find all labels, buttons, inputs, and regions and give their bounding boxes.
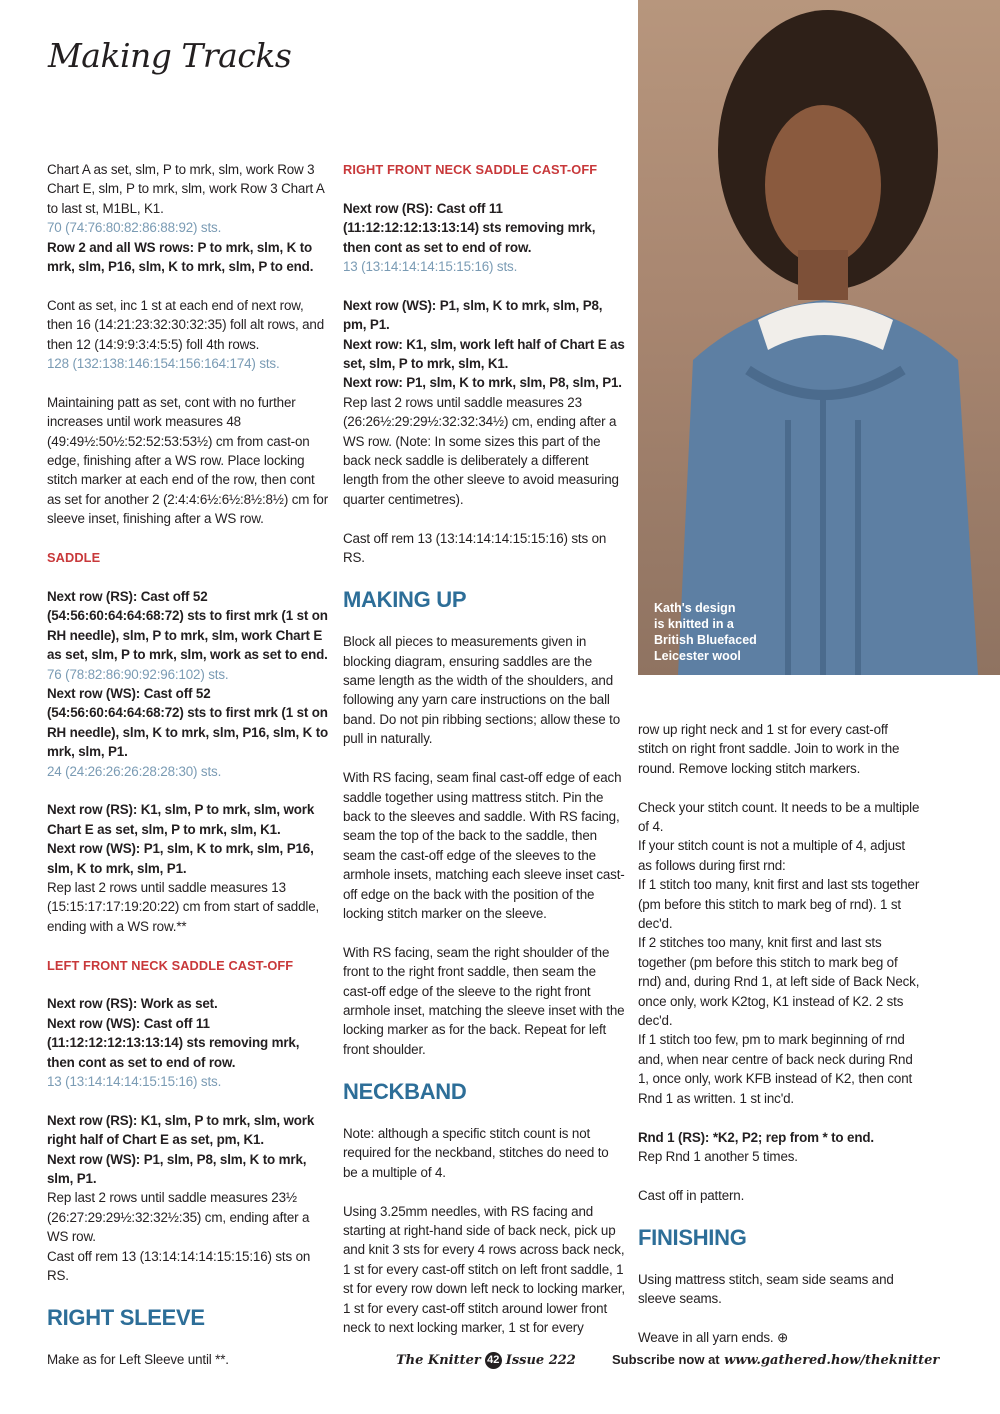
- paragraph: Using 3.25mm needles, with RS facing and starting at right-hand side of back neck, pick up and knit 3 sts for every 4 rows across back neck, 1 st for every cast-off stitch on left front saddle, 1 st for every row down left neck to locking marker, 1 st for every cast-off stitch around lower front neck to next locking marker, 1 st for every: [343, 1203, 626, 1335]
- paragraph: Note: although a specific stitch count is not required for the neckband, stitches do need to be a multiple of 4.: [343, 1125, 609, 1180]
- paragraph: row up right neck and 1 st for every cast-off stitch on right front saddle. Join to work in the round. Remove locking stitch markers.: [638, 722, 900, 776]
- paragraph: Next row (RS): Cast off 52 (54:56:60:64:64:68:72) sts to first mrk (1 st on RH needle), slm, P to mrk, slm, work Chart E as set, slm, P to mrk, slm, work as set to end. 76 (78:82:86:90:92:96:102) sts. Next row (WS): Cast off 52 (54:56:60:64:64:68:72) sts to first mrk (1 st on RH needle), slm, K to mrk, slm, P16, slm, K to mrk, slm, P1. 24 (24:26:26:26:28:28:30) sts.: [47, 588, 329, 779]
- subheading-left-front-neck: LEFT FRONT NECK SADDLE CAST-OFF: [47, 957, 294, 973]
- paragraph: Chart A as set, slm, P to mrk, slm, work Row 3 Chart E, slm, P to mrk, slm, work Row 3 Chart A to last st, M1BL, K1. 70 (74:76:80:82:86:88:92) sts. Row 2 and all WS rows: P to mrk, slm, K to mrk, slm, P16, slm, K to mrk, slm, P to end.: [47, 162, 324, 275]
- paragraph: With RS facing, seam the right shoulder of the front to the right front saddle, then seam the cast-off edge of the sleeve to the right front armhole inset, matching the sleeve inset with the locking marker as for the back. Repeat for left front shoulder.: [343, 944, 625, 1057]
- paragraph: Next row (RS): Work as set. Next row (WS): Cast off 11 (11:12:12:12:13:13:14) sts removing mrk, then cont as set to end of row. 13 (13:14:14:14:15:15:16) sts.: [47, 996, 300, 1089]
- paragraph: Using mattress stitch, seam side seams and sleeve seams.: [638, 1271, 894, 1307]
- paragraph: Make as for Left Sleeve until **.: [47, 1352, 229, 1368]
- paragraph: Next row (RS): Cast off 11 (11:12:12:12:13:13:14) sts removing mrk, then cont as set to end of row. 13 (13:14:14:14:15:15:16) sts.: [343, 200, 596, 275]
- paragraph: Cont as set, inc 1 st at each end of next row, then 16 (14:21:23:32:30:32:35) foll alt rows, and then 12 (14:9:9:3:4:5:5) foll 4th rows. 128 (132:138:146:154:156:164:174) sts.: [47, 297, 325, 372]
- sweater-illustration: [638, 0, 1000, 675]
- text-column-2: [343, 160, 626, 1357]
- text-column-3: [638, 720, 920, 1367]
- subheading-saddle: SADDLE: [47, 550, 101, 566]
- model-photo: [638, 0, 1000, 675]
- text-column-1: [47, 160, 329, 1389]
- heading-right-sleeve: RIGHT SLEEVE: [47, 1304, 205, 1330]
- heading-neckband: NECKBAND: [343, 1078, 467, 1104]
- photo-caption: Kath's design is knitted in a British Bluefaced Leicester wool: [654, 601, 757, 663]
- paragraph: Next row (WS): P1, slm, K to mrk, slm, P8, pm, P1. Next row: K1, slm, work left half of Chart E as set, slm, P to mrk, slm, K1. Next row: P1, slm, K to mrk, slm, P8, slm, P1. Rep last 2 rows until saddle measures 23 (26:26½:29:29½:32:32:34½) cm, ending after a WS row. (Note: In some sizes this part of the back neck saddle is deliberately a different length from the other sleeve to avoid measuring quarter centimetres).: [343, 297, 625, 507]
- paragraph: Block all pieces to measurements given in blocking diagram, ensuring saddles are the same length as the width of the shoulders, and following any yarn care instructions on the ball band. Do not pin ribbing sections; allow these to pull in naturally.: [343, 634, 621, 747]
- paragraph: Check your stitch count. It needs to be a multiple of 4. If your stitch count is not a multiple of 4, adjust as follows during first rnd: If 1 stitch too many, knit first and last sts together (pm before this stitch to mark beg of rnd). 1 st dec'd. If 2 stitches too many, knit first and last sts together (pm before this stitch to mark beg of rnd) and, during Rnd 1, at left side of Back Neck, once only, work K2tog, K1 instead of K2. 2 sts dec'd. If 1 stitch too few, pm to mark beginning of rnd and, when near centre of back neck during Rnd 1, once only, work KFB instead of K2, then cont Rnd 1 as written. 1 st inc'd.: [638, 799, 920, 1106]
- page-title: Making Tracks: [48, 36, 292, 75]
- paragraph: Cast off in pattern.: [638, 1187, 745, 1203]
- footer-magazine: The Knitter 42 Issue 222: [396, 1353, 576, 1368]
- page-number: 42: [485, 1352, 502, 1369]
- paragraph: Maintaining patt as set, cont with no further increases until work measures 48 (49:49½:50½:52:52:53:53½) cm from cast-on edge, finishing after a WS row. Place locking stitch marker at each end of the row, then cont as set for another 2 (2:4:4:6½:6½:8½:8½) cm for sleeve inset, finishing after a WS row.: [47, 394, 329, 527]
- footer-subscribe: Subscribe now at www.gathered.how/theknitter: [612, 1352, 940, 1368]
- paragraph: Weave in all yarn ends. ⊕: [638, 1330, 789, 1346]
- paragraph: With RS facing, seam final cast-off edge of each saddle together using mattress stitch. Pin the back to the sleeves and saddle. With RS facing, seam the top of the back to the saddle, then seam the cast-off edge of the sleeves to the armhole insets, matching each sleeve inset cast-off edge on the back with the position of the locking stitch marker on the sleeve.: [343, 770, 625, 921]
- paragraph: Cast off rem 13 (13:14:14:14:15:15:16) sts on RS.: [343, 530, 607, 566]
- paragraph: Rnd 1 (RS): *K2, P2; rep from * to end. Rep Rnd 1 another 5 times.: [638, 1129, 874, 1164]
- subheading-right-front-neck: RIGHT FRONT NECK SADDLE CAST-OFF: [343, 162, 598, 177]
- subscribe-link[interactable]: www.gathered.how/theknitter: [724, 1353, 940, 1368]
- paragraph: Next row (RS): K1, slm, P to mrk, slm, work Chart E as set, slm, P to mrk, slm, K1. Next row (WS): P1, slm, K to mrk, slm, P16, slm, K to mrk, slm, P1. Rep last 2 rows until saddle measures 13 (15:15:17:17:19:20:22) cm from start of saddle, ending with a WS row.**: [47, 802, 320, 934]
- paragraph: Next row (RS): K1, slm, P to mrk, slm, work right half of Chart E as set, pm, K1. Next row (WS): P1, slm, P8, slm, K to mrk, slm, P1. Rep last 2 rows until saddle measures 23½ (26:27:29:29½:32:32½:35) cm, ending after a WS row. Cast off rem 13 (13:14:14:14:15:15:16) sts on RS.: [47, 1112, 315, 1284]
- heading-finishing: FINISHING: [638, 1224, 747, 1250]
- heading-making-up: MAKING UP: [343, 586, 467, 612]
